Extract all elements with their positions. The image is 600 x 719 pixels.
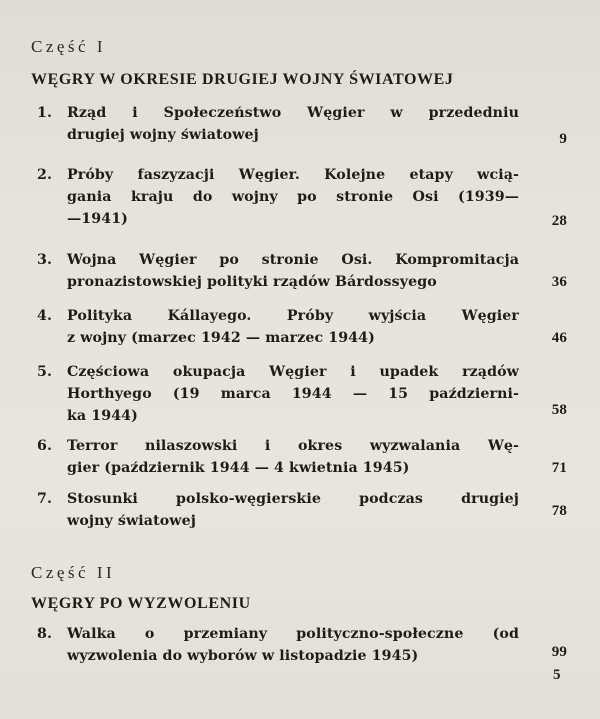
entry-title-line: Rząd i Społeczeństwo Węgier w przededniu [67,105,519,121]
entry-page-number: 46 [551,330,567,346]
page-folio-number: 5 [553,667,561,683]
entry-title-line: ka 1944) [67,408,138,424]
entry-title-line: —1941) [67,211,128,227]
entry-title-line: wojny światowej [67,513,196,529]
entry-title-line: Walka o przemiany polityczno-społeczne (od [67,626,519,642]
entry-page-number: 9 [559,131,567,147]
part-1-label: Część I [31,37,107,56]
entry-page-number: 78 [551,503,567,519]
entry-number: 7. [37,491,53,507]
entry-title-line: pronazistowskiej polityki rządów Bárdossyego [67,274,437,290]
entry-number: 1. [37,105,53,121]
entry-title-line: wyzwolenia do wyborów w listopadzie 1945) [67,648,419,664]
entry-title-line: Częściowa okupacja Węgier i upadek rządów [67,364,519,380]
entry-title-line: z wojny (marzec 1942 — marzec 1944) [67,330,375,346]
entry-title-line: drugiej wojny światowej [67,127,259,143]
entry-number: 5. [37,364,53,380]
entry-page-number: 99 [551,644,567,660]
entry-number: 4. [37,308,53,324]
part-1-title: WĘGRY W OKRESIE DRUGIEJ WOJNY ŚWIATOWEJ [31,71,454,88]
entry-title-line: gier (październik 1944 — 4 kwietnia 1945) [67,460,410,476]
entry-number: 2. [37,167,53,183]
entry-page-number: 58 [551,402,567,418]
entry-page-number: 71 [551,460,567,476]
entry-page-number: 28 [551,213,567,229]
entry-title-line: Wojna Węgier po stronie Osi. Kompromitacja [67,252,519,268]
part-2-title: WĘGRY PO WYZWOLENIU [31,595,251,612]
part-2-label: Część II [31,563,116,582]
entry-number: 8. [37,626,53,642]
entry-number: 3. [37,252,53,268]
entry-title-line: Horthyego (19 marca 1944 — 15 październi- [67,386,519,402]
entry-title-line: gania kraju do wojny po stronie Osi (1939— [67,189,519,205]
entry-page-number: 36 [551,274,567,290]
entry-title-line: Stosunki polsko-węgierskie podczas drugiej [67,491,519,507]
entry-title-line: Terror nilaszowski i okres wyzwalania Wę- [67,438,519,454]
entry-number: 6. [37,438,53,454]
entry-title-line: Próby faszyzacji Węgier. Kolejne etapy wcią- [67,167,519,183]
entry-title-line: Polityka Kállayego. Próby wyjścia Węgier [67,308,519,324]
